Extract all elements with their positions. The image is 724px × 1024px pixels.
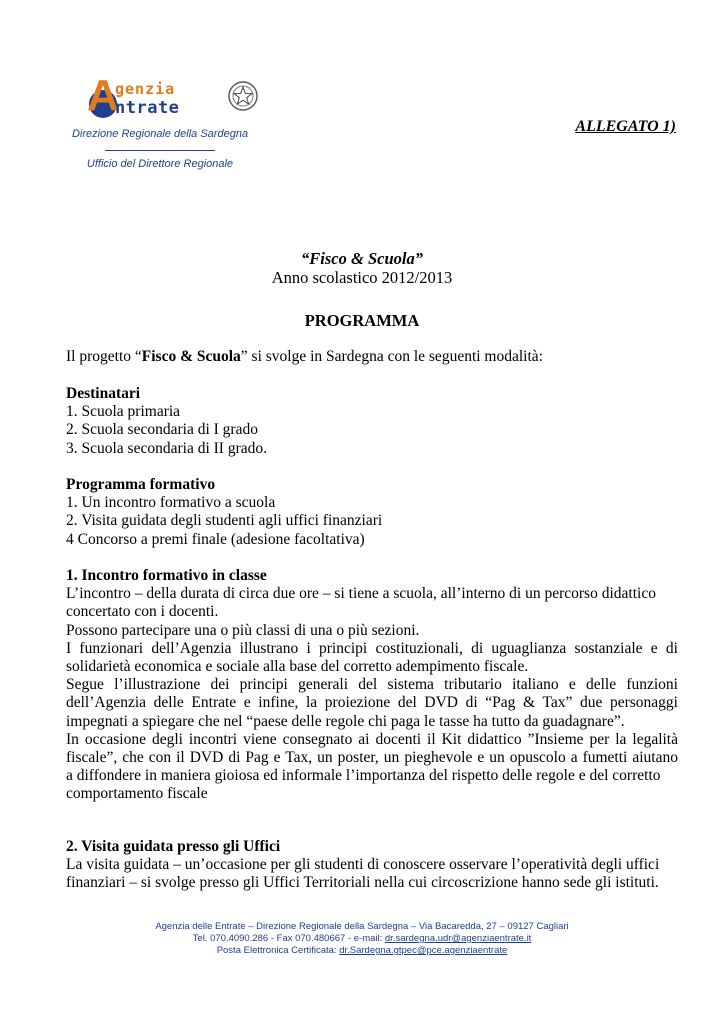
destinatari-section bbox=[66, 385, 678, 458]
list-item: 1. Scuola primaria bbox=[66, 403, 181, 421]
intro-pre: Il progetto “ bbox=[66, 348, 142, 365]
paragraph-line: I funzionari dell’Agenzia illustrano i principi costituzionali, di uguaglianza sostanziale e di bbox=[66, 639, 678, 657]
paragraph-line: concertato con i docenti. bbox=[66, 603, 219, 621]
paragraph-line: fiscale”, che con il DVD di Pag e Tax, un poster, un pieghevole e un opuscolo a fumetti aiutano bbox=[66, 749, 678, 767]
paragraph-line: a diffondere in maniera gioiosa ed informale l’importanza del rispetto delle regole e del corretto bbox=[66, 767, 661, 785]
list-item: 2. Visita guidata degli studenti agli uffici finanziari bbox=[66, 512, 383, 530]
agenzia-entrate-logo bbox=[85, 71, 235, 122]
programma-formativo-heading: Programma formativo bbox=[66, 476, 216, 493]
allegato-label: ALLEGATO 1) bbox=[575, 118, 676, 135]
intro-paragraph bbox=[66, 348, 678, 366]
logo-letter-a: A bbox=[87, 71, 119, 120]
programma-heading: PROGRAMMA bbox=[304, 311, 420, 330]
list-item: 3. Scuola secondaria di II grado. bbox=[66, 439, 268, 457]
paragraph-line: dell’Agenzia delle Entrate e infine, la proiezione del DVD di “Pag & Tax” due personaggi bbox=[66, 694, 678, 712]
paragraph-line: comportamento fiscale bbox=[66, 785, 208, 803]
footer-email-link[interactable]: dr.sardegna.udr@agenziaentrate.it bbox=[384, 933, 532, 944]
footer bbox=[0, 921, 724, 957]
document-title: “Fisco & Scuola” bbox=[301, 249, 423, 268]
footer-pec bbox=[0, 945, 724, 957]
footer-phone: Tel. 070.4090.286 - Fax 070.480667 - e-mail: bbox=[192, 933, 385, 944]
paragraph-line: La visita guidata – un’occasione per gli studenti di conoscere osservare l’operatività degli uffici bbox=[66, 856, 660, 874]
list-item: 4 Concorso a premi finale (adesione facoltativa) bbox=[66, 530, 365, 548]
director-office: Ufficio del Direttore Regionale bbox=[86, 158, 234, 170]
list-item: 1. Un incontro formativo a scuola bbox=[66, 494, 276, 512]
list-item: 2. Scuola secondaria di I grado bbox=[66, 421, 258, 439]
section-2 bbox=[66, 838, 678, 893]
intro-post: ” si svolge in Sardegna con le seguenti modalità: bbox=[240, 348, 543, 365]
paragraph-line: L’incontro – della durata di circa due ore – si tiene a scuola, all’interno di un percorso didattico bbox=[66, 585, 656, 603]
paragraph-line: In occasione degli incontri viene consegnato ai docenti il Kit didattico ”Insieme per la legalità bbox=[66, 730, 678, 748]
footer-contacts bbox=[0, 933, 724, 945]
section-1-heading: 1. Incontro formativo in classe bbox=[66, 567, 267, 584]
paragraph-line: impegnati a spiegare che nel “paese delle regole chi paga le tasse ha tutto da guadagnare”. bbox=[66, 712, 625, 730]
school-year: Anno scolastico 2012/2013 bbox=[271, 268, 453, 287]
logo-text-top: genzia bbox=[115, 80, 176, 98]
paragraph-line: solidarietà economica e sociale alla base del corretto adempimento fiscale. bbox=[66, 658, 529, 676]
regional-direction: Direzione Regionale della Sardegna bbox=[71, 128, 249, 140]
header-divider bbox=[105, 150, 215, 151]
paragraph-line: finanziari – si svolge presso gli Uffici Territoriali nella cui circoscrizione hanno sede gli istituti. bbox=[66, 874, 659, 892]
footer-pec-link[interactable]: dr.Sardegna.gtpec@pce.agenziaentrate bbox=[339, 945, 508, 956]
footer-pec-label: Posta Elettronica Certificata: bbox=[216, 945, 340, 956]
section-1 bbox=[66, 567, 678, 804]
logo-text-bottom: ntrate bbox=[115, 98, 180, 118]
programma-section bbox=[66, 476, 678, 549]
paragraph-line: Possono partecipare una o più classi di una o più sezioni. bbox=[66, 621, 420, 639]
footer-address: Agenzia delle Entrate – Direzione Regionale della Sardegna – Via Bacaredda, 27 – 09127 Cagliari bbox=[155, 921, 569, 932]
republic-emblem-icon bbox=[227, 80, 259, 112]
intro-bold: Fisco & Scuola bbox=[141, 348, 241, 365]
paragraph-line: Segue l’illustrazione dei principi generali del sistema tributario italiano e delle funzioni bbox=[66, 676, 678, 694]
destinatari-heading: Destinatari bbox=[66, 385, 141, 402]
section-2-heading: 2. Visita guidata presso gli Uffici bbox=[66, 838, 281, 855]
